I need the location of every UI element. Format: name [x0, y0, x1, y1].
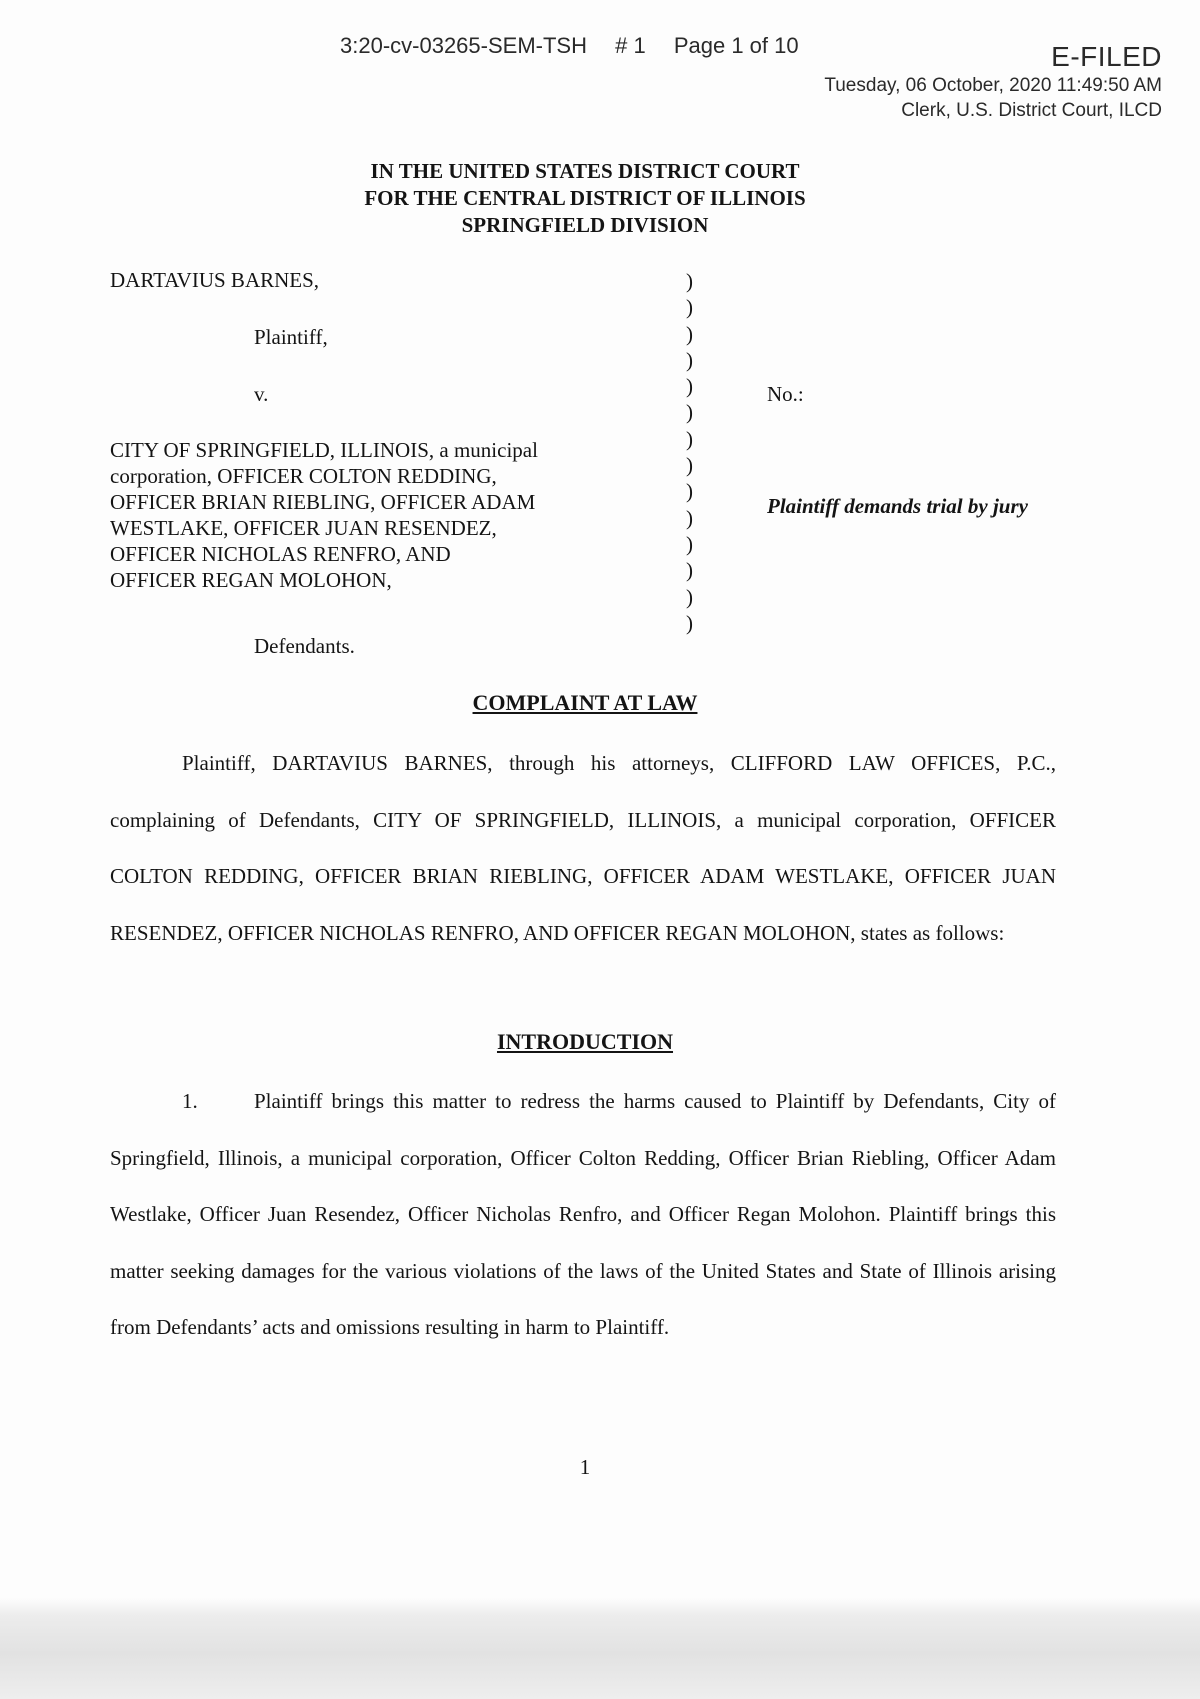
defendants-line: CITY OF SPRINGFIELD, ILLINOIS, a municipal	[110, 438, 538, 462]
scan-shadow	[0, 1598, 1200, 1699]
paragraph-number: 1.	[182, 1089, 198, 1113]
jury-demand: Plaintiff demands trial by jury	[767, 494, 1028, 518]
document-number: # 1	[615, 33, 646, 58]
page-info: Page 1 of 10	[673, 33, 799, 58]
case-no-label: No.:	[767, 382, 804, 406]
defendants-role: Defendants.	[254, 634, 355, 658]
court-line-2: FOR THE CENTRAL DISTRICT OF ILLINOIS	[364, 186, 806, 210]
paren: )	[686, 426, 693, 451]
paren: )	[686, 400, 693, 425]
paren: )	[686, 374, 693, 399]
section-title-introduction: INTRODUCTION	[496, 1029, 674, 1054]
paren: )	[686, 347, 693, 372]
defendants-line: OFFICER REGAN MOLOHON,	[110, 568, 392, 592]
paren: )	[686, 505, 693, 530]
paragraph-1-text: Plaintiff brings this matter to redress the harms caused to Plaintiff by Defendants, City of Springfield, Illinois, a municipal corporation, Officer Colton Redding, Officer Brian Riebling, Officer Adam Westlake, Officer Juan Resendez, Officer Nicholas Renfro, and Officer Regan Molohon. Plaintiff brings this matter seeking damages for the various violations of the laws of the United States and State of Illinois arising from Defendants’ acts and omissions resulting in harm to Plaintiff.	[110, 1089, 1056, 1339]
complaint-title: COMPLAINT AT LAW	[472, 690, 698, 715]
efiled-stamp	[824, 42, 1162, 124]
paren: )	[686, 584, 693, 609]
page-number: 1	[579, 1455, 591, 1479]
paren: )	[686, 558, 693, 583]
efiled-datetime: Tuesday, 06 October, 2020 11:49:50 AM	[824, 74, 1162, 96]
intro-paragraph	[110, 735, 1056, 961]
paren: )	[686, 321, 693, 346]
paren: )	[686, 453, 693, 478]
paren: )	[686, 531, 693, 556]
case-number: 3:20-cv-03265-SEM-TSH	[340, 33, 587, 58]
caption-parentheses	[686, 268, 693, 636]
defendants-line: WESTLAKE, OFFICER JUAN RESENDEZ,	[110, 516, 497, 540]
paren: )	[686, 610, 693, 635]
defendants-line: OFFICER NICHOLAS RENFRO, AND	[110, 542, 451, 566]
intro-paragraph-text: Plaintiff, DARTAVIUS BARNES, through his attorneys, CLIFFORD LAW OFFICES, P.C., complaining of Defendants, CITY OF SPRINGFIELD, ILLINOIS, a municipal corporation, OFFICER COLTON REDDING, OFFICER BRIAN RIEBLING, OFFICER ADAM WESTLAKE, OFFICER JUAN RESENDEZ, OFFICER NICHOLAS RENFRO, AND OFFICER REGAN MOLOHON, states as follows:	[110, 751, 1056, 945]
defendants-list	[110, 437, 538, 593]
court-title	[0, 158, 1170, 239]
paragraph-1	[110, 1073, 1056, 1356]
plaintiff-name: DARTAVIUS BARNES,	[110, 268, 320, 292]
paren: )	[686, 295, 693, 320]
paren: )	[686, 269, 693, 293]
plaintiff-role: Plaintiff,	[254, 325, 328, 349]
court-line-3: SPRINGFIELD DIVISION	[461, 213, 709, 237]
court-line-1: IN THE UNITED STATES DISTRICT COURT	[370, 159, 800, 183]
paren: )	[686, 479, 693, 504]
efiled-clerk: Clerk, U.S. District Court, ILCD	[901, 100, 1162, 122]
efiled-label: E-FILED	[1051, 41, 1162, 72]
case-header	[340, 33, 821, 59]
defendants-line: corporation, OFFICER COLTON REDDING,	[110, 464, 497, 488]
defendants-line: OFFICER BRIAN RIEBLING, OFFICER ADAM	[110, 490, 536, 514]
versus-label: v.	[254, 382, 269, 406]
